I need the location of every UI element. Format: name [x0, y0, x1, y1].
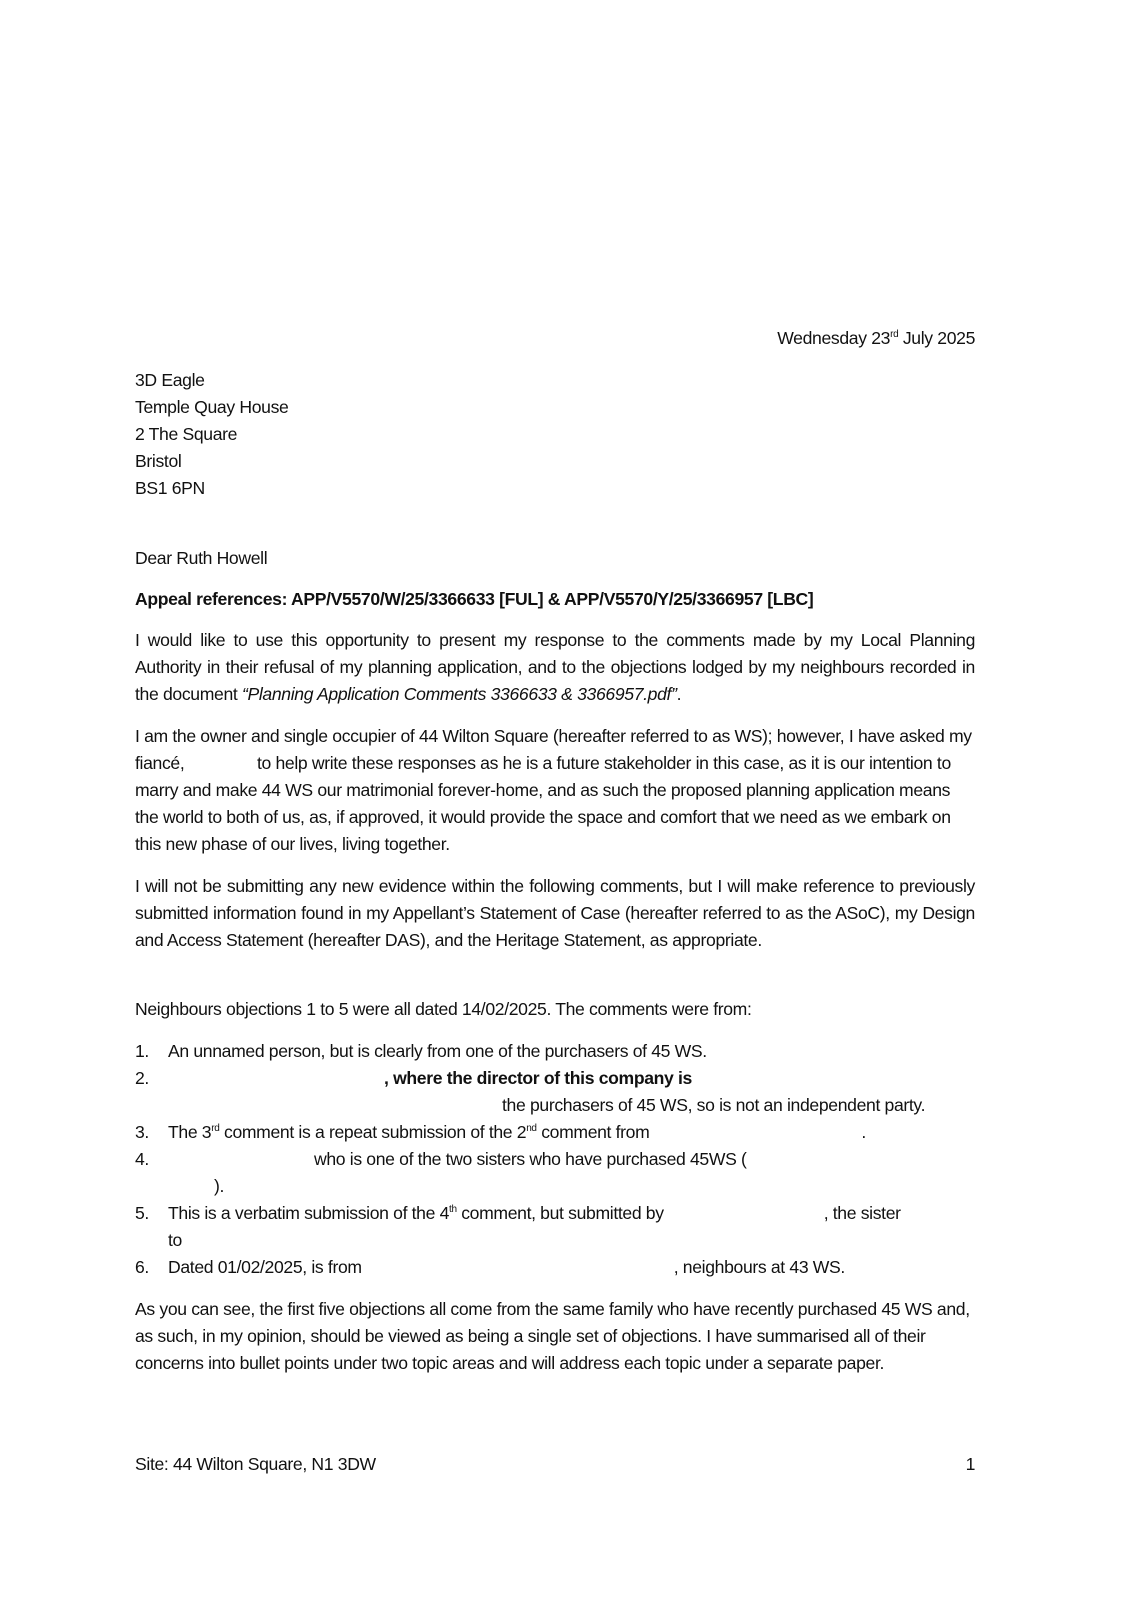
page-footer: [135, 1451, 975, 1478]
list-item-text: the purchasers of 45 WS, so is not an independent party.: [502, 1095, 926, 1115]
list-number: 4.: [135, 1149, 149, 1169]
list-item-text: An unnamed person, but is clearly from one of the purchasers of 45 WS.: [168, 1041, 707, 1061]
paragraph-objections-intro: Neighbours objections 1 to 5 were all dated 14/02/2025. The comments were from:: [135, 999, 752, 1019]
date-month-year: July 2025: [898, 328, 975, 348]
page-number: 1: [965, 1454, 975, 1474]
subject-line: Appeal references: APP/V5570/W/25/3366633 [FUL] & APP/V5570/Y/25/3366957 [LBC]: [135, 589, 814, 609]
list-item-text: , where the director of this company is: [384, 1068, 692, 1088]
list-item: [135, 1119, 975, 1146]
list-item: [135, 1254, 975, 1281]
list-number: 6.: [135, 1257, 149, 1277]
document-title-reference: “Planning Application Comments 3366633 & 3366957.pdf”: [241, 684, 677, 704]
list-item: [135, 1146, 975, 1200]
address-line: BS1 6PN: [135, 478, 205, 498]
recipient-address: [135, 367, 975, 502]
paragraph-end: .: [676, 684, 682, 704]
ordinal-suffix: rd: [211, 1123, 220, 1134]
paragraph-evidence: I will not be submitting any new evidence within the following comments, but I will make reference to previously submitted information found in my Appellant’s Statement of Case (hereafter referred to as the ASoC), my Design and Access Statement (hereafter DAS), and the Heritage Statement, as appropriate.: [135, 876, 975, 950]
ordinal-suffix: nd: [526, 1123, 537, 1134]
paragraph-summary: As you can see, the first five objections all come from the same family who have recently purchased 45 WS and, as such, in my opinion, should be viewed as being a single set of objections. I have summarised all of their concerns into bullet points under two topic areas and will address each topic under a separate paper.: [135, 1299, 970, 1373]
list-item-text: The 3: [168, 1122, 212, 1142]
list-item: [135, 1200, 975, 1254]
list-item-text: to: [168, 1230, 182, 1250]
ordinal-suffix: th: [449, 1204, 457, 1215]
list-item: [135, 1038, 975, 1065]
list-item-text: who is one of the two sisters who have purchased 45WS (: [314, 1149, 747, 1169]
letter-date: [777, 325, 975, 352]
paragraph-text: to help write these responses as he is a future stakeholder in this case, as it is our intention to marry and make 44 WS our matrimonial forever-home, and as such the proposed planning application means the world to both of us, as, if approved, it would provide the space and comfort that we need as we embark on this new phase of our lives, living together.: [135, 753, 951, 854]
list-item-text: .: [861, 1122, 866, 1142]
address-line: Temple Quay House: [135, 397, 289, 417]
date-ordinal-suffix: rd: [890, 329, 899, 340]
address-line: 2 The Square: [135, 424, 238, 444]
paragraph-text: I am the owner and single occupier of 44 Wilton Square (hereafter referred to as WS); however, I have asked my fiancé,: [135, 726, 972, 773]
list-item-text: comment is a repeat submission of the 2: [219, 1122, 527, 1142]
list-number: 5.: [135, 1203, 149, 1223]
paragraph-intro: [135, 627, 975, 708]
list-item-text: ).: [214, 1176, 225, 1196]
list-item-text: comment, but submitted by: [456, 1203, 664, 1223]
address-line: Bristol: [135, 451, 182, 471]
list-item-text: , the sister: [823, 1203, 901, 1223]
footer-site-address: Site: 44 Wilton Square, N1 3DW: [135, 1454, 376, 1474]
date-day: Wednesday 23: [777, 328, 891, 348]
list-item: [135, 1065, 975, 1119]
objections-list: [135, 1038, 975, 1281]
list-item-text: comment from: [536, 1122, 650, 1142]
address-line: 3D Eagle: [135, 370, 205, 390]
list-item-text: , neighbours at 43 WS.: [673, 1257, 845, 1277]
list-number: 2.: [135, 1068, 149, 1088]
paragraph-text: I would like to use this opportunity to present my response to the comments made by my Local Planning Authority in their refusal of my planning application, and to the objections lodged by my neighbours recorded in the document: [135, 630, 975, 704]
paragraph-owner: [135, 723, 975, 858]
salutation: Dear Ruth Howell: [135, 548, 268, 568]
list-number: 3.: [135, 1122, 149, 1142]
list-item-text: Dated 01/02/2025, is from: [168, 1257, 362, 1277]
list-number: 1.: [135, 1041, 149, 1061]
list-item-text: This is a verbatim submission of the 4: [168, 1203, 450, 1223]
